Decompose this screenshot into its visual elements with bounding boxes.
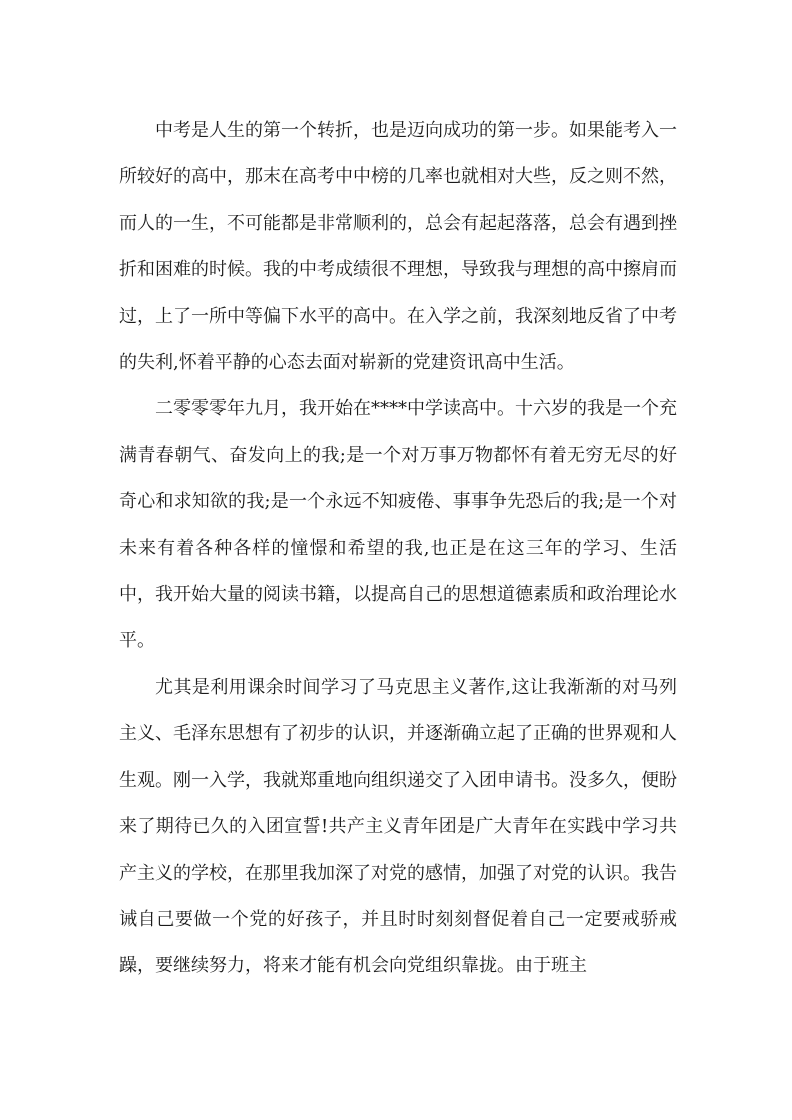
paragraph-1: 中考是人生的第一个转折，也是迈向成功的第一步。如果能考入一所较好的高中，那末在高考中中榜的几率也就相对大些，反之则不然，而人的一生，不可能都是非常顺利的，总会有起起落落，总会有遇到挫折和困难的时候。我的中考成绩很不理想，导致我与理想的高中擦肩而过，上了一所中等偏下水平的高中。在入学之前，我深刻地反省了中考的失利,怀着平静的心态去面对崭新的党建资讯高中生活。 — [119, 120, 677, 374]
paragraph-2: 二零零零年九月，我开始在****中学读高中。十六岁的我是一个充满青春朝气、奋发向上的我;是一个对万事万物都怀有着无穷无尽的好奇心和求知欲的我;是一个永远不知疲倦、事事争先恐后的我;是一个对未来有着各种各样的憧憬和希望的我,也正是在这三年的学习、生活中，我开始大量的阅读书籍，以提高自己的思想道德素质和政治理论水平。 — [119, 398, 677, 652]
document-body — [119, 108, 677, 990]
paragraph-3: 尤其是利用课余时间学习了马克思主义著作,这让我渐渐的对马列主义、毛泽东思想有了初步的认识，并逐渐确立起了正确的世界观和人生观。刚一入学，我就郑重地向组织递交了入团申请书。没多久，便盼来了期待已久的入团宣誓!共产主义青年团是广大青年在实践中学习共产主义的学校，在那里我加深了对党的感情，加强了对党的认识。我告诫自己要做一个党的好孩子，并且时时刻刻督促着自己一定要戒骄戒躁，要继续努力，将来才能有机会向党组织靠拢。由于班主 — [119, 676, 677, 977]
